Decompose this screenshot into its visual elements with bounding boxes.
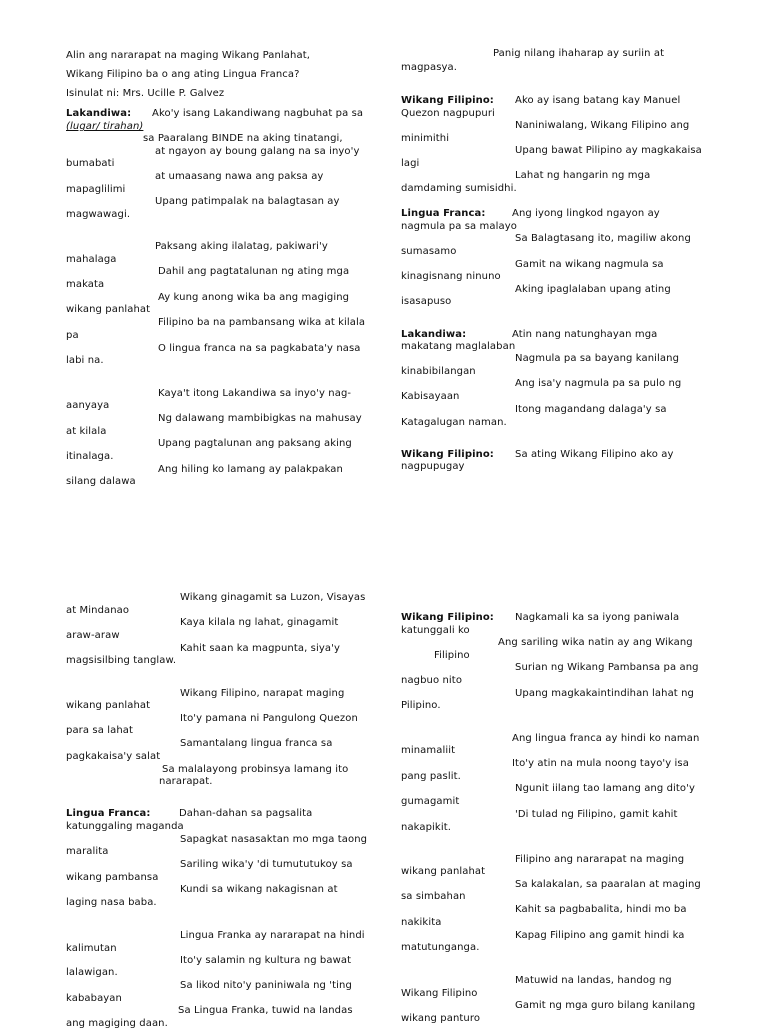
text-line: Katagalugan naman.	[401, 417, 507, 428]
text-line: O lingua franca na sa pagkabata'y nasa	[158, 343, 361, 354]
text-line: Ang hiling ko lamang ay palakpakan	[158, 464, 343, 475]
text-line: pagkakaisa'y salat	[66, 751, 161, 762]
text-line: Samantalang lingua franca sa	[180, 738, 333, 749]
text-line: kababayan	[66, 993, 122, 1004]
text-line: Ang sariling wika natin ay ang Wikang	[498, 637, 693, 648]
text-line: kinagisnang ninuno	[401, 271, 501, 282]
document-subtitle: Wikang Filipino ba o ang ating Lingua Franca?	[66, 69, 300, 80]
text-line: ang magiging daan.	[66, 1018, 168, 1029]
text-line: Kapag Filipino ang gamit hindi ka	[515, 930, 685, 941]
text-line: Kabisayaan	[401, 391, 460, 402]
author-line: Isinulat ni: Mrs. Ucille P. Galvez	[66, 88, 225, 99]
text-line: Panig nilang ihaharap ay suriin at	[493, 48, 665, 59]
text-line: wikang pambansa	[66, 872, 159, 883]
text-line: katunggali ko	[401, 625, 470, 636]
text-line: Lahat ng hangarin ng mga	[515, 170, 651, 181]
text-line: wikang panturo	[401, 1013, 481, 1024]
text-line: Ako ay isang batang kay Manuel	[515, 95, 681, 106]
text-line: Kaya't itong Lakandiwa sa inyo'y nag-	[158, 388, 352, 399]
text-line: at ngayon ay boung galang na sa inyo'y	[155, 146, 360, 157]
text-line: at Mindanao	[66, 605, 130, 616]
text-line: aanyaya	[66, 400, 110, 411]
text-line: nagbuo nito	[401, 675, 463, 686]
text-line: lalawigan.	[66, 967, 118, 978]
text-line: Nagmula pa sa bayang kanilang	[515, 353, 680, 364]
text-line: wikang panlahat	[66, 700, 151, 711]
text-line: Sa Lingua Franka, tuwid na landas	[178, 1005, 353, 1016]
text-line: Upang bawat Pilipino ay magkakaisa	[515, 145, 702, 156]
text-line: Atin nang natunghayan mga	[512, 329, 658, 340]
text-line: Ng dalawang mambibigkas na mahusay	[158, 413, 362, 424]
speaker-label: Wikang Filipino:	[401, 449, 494, 460]
text-line: Upang patimpalak na balagtasan ay	[155, 196, 340, 207]
speaker-label: Lingua Franca:	[66, 808, 151, 819]
speaker-label: Wikang Filipino:	[401, 95, 494, 106]
text-line: Sa malalayong probinsya lamang ito	[162, 764, 349, 775]
text-line: sa Paaralang BINDE na aking tinatangi,	[143, 133, 343, 144]
text-line: nagmula pa sa malayo	[401, 221, 517, 232]
text-line: Ngunit iilang tao lamang ang dito'y	[515, 783, 696, 794]
text-line: Ang isa'y nagmula pa sa pulo ng	[515, 378, 682, 389]
text-line: araw-araw	[66, 630, 120, 641]
text-line: Filipino ba na pambansang wika at kilala	[158, 317, 366, 328]
text-line: Wikang ginagamit sa Luzon, Visayas	[180, 592, 366, 603]
speaker-label: Lakandiwa:	[401, 329, 467, 340]
text-line: minamaliit	[401, 745, 456, 756]
text-line: Naniniwalang, Wikang Filipino ang	[515, 120, 690, 131]
text-line: nakikita	[401, 917, 442, 928]
text-line: Quezon nagpupuri	[401, 108, 495, 119]
text-line: Kahit saan ka magpunta, siya'y	[180, 643, 340, 654]
text-line: Upang pagtalunan ang paksang aking	[158, 438, 352, 449]
text-line: para sa lahat	[66, 725, 134, 736]
text-line: mapaglilimi	[66, 184, 126, 195]
text-line: matutunganga.	[401, 942, 480, 953]
text-line: Ito'y pamana ni Pangulong Quezon	[180, 713, 358, 724]
text-line: Sa kalakalan, sa paaralan at maging	[515, 879, 701, 890]
text-line: magpasya.	[401, 62, 458, 73]
text-line: makata	[66, 279, 105, 290]
text-line: minimithi	[401, 133, 450, 144]
text-line: kinabibilangan	[401, 366, 476, 377]
text-line: Sa Balagtasang ito, magiliw akong	[515, 233, 691, 244]
text-line: wikang panlahat	[401, 866, 486, 877]
text-line: Kundi sa wikang nakagisnan at	[180, 884, 338, 895]
text-line: Pilipino.	[401, 700, 441, 711]
text-line: Surian ng Wikang Pambansa pa ang	[515, 662, 699, 673]
text-line: Ay kung anong wika ba ang magiging	[158, 292, 350, 303]
text-line: Itong magandang dalaga'y sa	[515, 404, 667, 415]
text-line: Sariling wika'y 'di tumututukoy sa	[180, 859, 353, 870]
text-line: nararapat.	[159, 776, 213, 787]
text-line: Ako'y isang Lakandiwang nagbuhat pa sa	[152, 108, 364, 119]
text-line: itinalaga.	[66, 451, 114, 462]
text-line: Nagkamali ka sa iyong paniwala	[515, 612, 680, 623]
text-line: Filipino ang nararapat na maging	[515, 854, 685, 865]
text-line: Sapagkat nasasaktan mo mga taong	[180, 834, 368, 845]
text-line: Ito'y salamin ng kultura ng bawat	[180, 955, 352, 966]
text-line: Dahan-dahan sa pagsalita	[179, 808, 313, 819]
text-line: damdaming sumisidhi.	[401, 183, 517, 194]
text-line: at umaasang nawa ang paksa ay	[155, 171, 324, 182]
text-line: Ito'y atin na mula noong tayo'y isa	[512, 758, 689, 769]
text-line: sa simbahan	[401, 891, 466, 902]
text-line: Gamit ng mga guro bilang kanilang	[515, 1000, 696, 1011]
text-line: laging nasa baba.	[66, 897, 157, 908]
text-line: Upang magkakaintindihan lahat ng	[515, 688, 694, 699]
speaker-label: Wikang Filipino:	[401, 612, 494, 623]
text-line: Ang lingua franca ay hindi ko naman	[512, 733, 700, 744]
text-line: Filipino	[434, 650, 470, 661]
text-line: pang paslit.	[401, 771, 461, 782]
text-line: 'Di tulad ng Filipino, gamit kahit	[515, 809, 678, 820]
text-line: Sa likod nito'y paniniwala ng 'ting	[180, 980, 352, 991]
text-line: Paksang aking ilalatag, pakiwari'y	[155, 241, 328, 252]
text-line: Ang iyong lingkod ngayon ay	[512, 208, 660, 219]
document-title: Alin ang nararapat na maging Wikang Panlahat,	[66, 50, 311, 61]
text-line: Lingua Franka ay nararapat na hindi	[180, 930, 365, 941]
text-line: lagi	[401, 158, 420, 169]
text-line: at kilala	[66, 426, 107, 437]
text-line: Dahil ang pagtatalunan ng ating mga	[158, 266, 350, 277]
text-line: makatang maglalaban	[401, 341, 516, 352]
text-line: maralita	[66, 846, 109, 857]
text-line: wikang panlahat	[66, 304, 151, 315]
text-line: Gamit na wikang nagmula sa	[515, 259, 664, 270]
text-line: labi na.	[66, 355, 104, 366]
text-line: bumabati	[66, 158, 115, 169]
speaker-label: Lingua Franca:	[401, 208, 486, 219]
text-line: nakapikit.	[401, 822, 452, 833]
text-line: magsisilbing tanglaw.	[66, 655, 177, 666]
text-line: mahalaga	[66, 254, 117, 265]
text-line: nagpupugay	[401, 461, 465, 472]
text-line: magwawagi.	[66, 209, 131, 220]
text-line: gumagamit	[401, 796, 460, 807]
stage-note: (lugar/ tirahan)	[66, 121, 144, 132]
text-line: silang dalawa	[66, 476, 136, 487]
text-line: pa	[66, 330, 79, 341]
text-line: kalimutan	[66, 943, 117, 954]
text-line: Kahit sa pagbabalita, hindi mo ba	[515, 904, 687, 915]
speaker-label: Lakandiwa:	[66, 108, 132, 119]
text-line: Matuwid na landas, handog ng	[515, 975, 672, 986]
text-line: sumasamo	[401, 246, 457, 257]
text-line: katunggaling maganda	[66, 821, 184, 832]
text-line: Aking ipaglalaban upang ating	[515, 284, 671, 295]
text-line: Sa ating Wikang Filipino ako ay	[515, 449, 674, 460]
text-line: Kaya kilala ng lahat, ginagamit	[180, 617, 339, 628]
text-line: isasapuso	[401, 296, 452, 307]
text-line: Wikang Filipino	[401, 988, 478, 999]
text-line: Wikang Filipino, narapat maging	[180, 688, 345, 699]
